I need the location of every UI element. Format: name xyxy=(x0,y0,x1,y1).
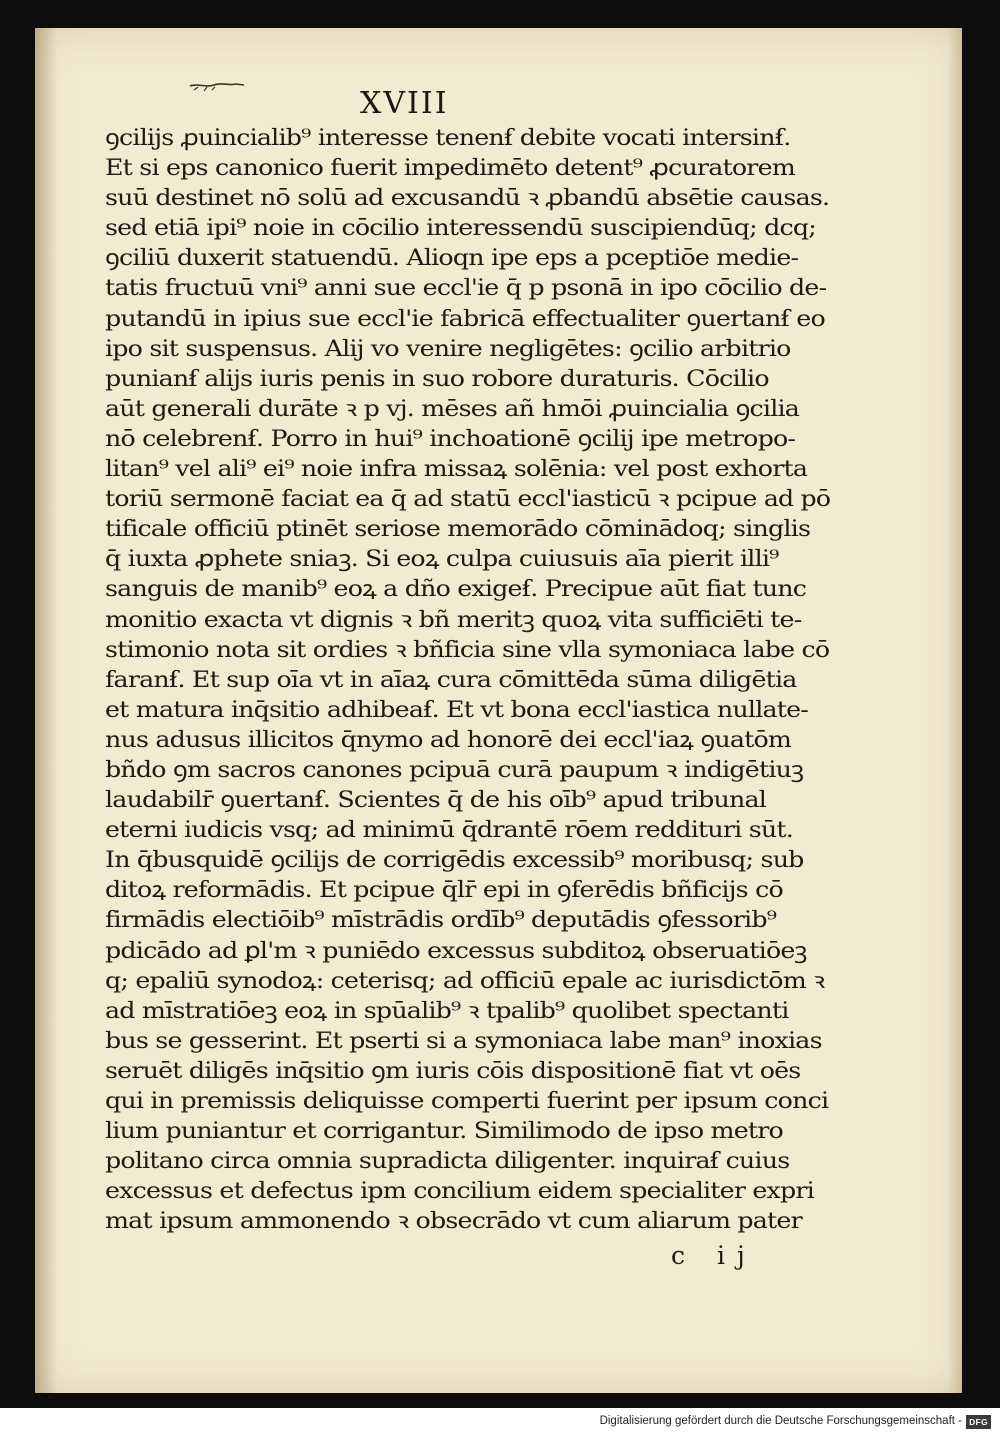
text-line: bus se gesserint. Et pserti si a symoniaca labe man⁹ inoxias xyxy=(105,1028,822,1054)
text-line: tificale officiū ptinēt seriose memorādo cōminādoq; singlis xyxy=(105,517,811,543)
text-line: ꝯciliū duxerit statuendū. Alioqn ipe eps a pceptiōe medie- xyxy=(105,246,799,272)
text-line: politano circa omnia supradicta diligenter. inquiraẜ cuius xyxy=(105,1149,790,1175)
text-line: aūt generali durāte ꝛ p vj. mēses añ hmōi ꝓuincialia ꝯcilia xyxy=(105,396,800,422)
text-line: q̄ iuxta ꝓphete sniaꝫ. Si eoꝝ culpa cuiusuis aīa pierit illi⁹ xyxy=(105,547,779,573)
digitization-credit: Digitalisierung gefördert durch die Deutsche Forschungsgemeinschaft - xyxy=(599,1415,962,1427)
text-line: eterni iudicis vsq; ad minimū q̄drantē rōem reddituri sūt. xyxy=(105,818,793,844)
text-line: ipo sit suspensus. Alij vo venire negligētes: ꝯcilio arbitrio xyxy=(105,336,791,362)
text-line: excessus et defectus ipm concilium eidem specialiter expri xyxy=(105,1179,814,1205)
marginal-pen-mark-icon xyxy=(188,80,246,94)
text-line: mat ipsum ammonendo ꝛ obsecrādo vt cum aliarum pater xyxy=(105,1209,802,1235)
text-line: tatis fructuū vni⁹ anni sue eccl'ie q̄ p psonā in ipo cōcilio de- xyxy=(105,276,827,302)
dfg-logo-icon: DFG xyxy=(966,1415,991,1429)
text-line: Et si eps canonico fuerit impedimēto detent⁹ ꝓcuratorem xyxy=(105,156,795,182)
text-line: ad mīstratiōeꝫ eoꝝ in spūalib⁹ ꝛ tpalib⁹ quolibet spectanti xyxy=(105,998,789,1024)
text-line: seruēt diligēs inq̄sitio ꝯm iuris cōis dispositionē fiat vt oēs xyxy=(105,1058,801,1084)
text-line: putandū in ipius sue eccl'ie fabricā effectualiter ꝯuertanẜ eo xyxy=(105,306,825,332)
text-line: nus adusus illicitos q̄nymo ad honorē dei eccl'iaꝝ ꝯuatōm xyxy=(105,727,792,753)
text-block xyxy=(105,124,830,1237)
folio-number: XVIII xyxy=(360,86,449,121)
text-line: ꝯcilijs ꝓuincialib⁹ interesse tenenẜ debite vocati intersinẜ. xyxy=(105,126,791,151)
text-line: ditoꝝ reformādis. Et pcipue q̄lr̄ epi in ꝯferēdis bñficijs cō xyxy=(105,878,783,904)
text-line: q; epaliū synodoꝝ: ceterisq; ad officiū epale ac iurisdictōm ꝛ xyxy=(105,968,825,994)
text-line: In q̄busquidē ꝯcilijs de corrigēdis excessib⁹ moribusq; sub xyxy=(105,848,804,874)
text-line: sanguis de manib⁹ eoꝝ a dño exigeẜ. Precipue aūt fiat tunc xyxy=(105,577,807,603)
book-page xyxy=(35,28,962,1393)
text-line: toriū sermonē faciat ea q̄ ad statū eccl'iasticū ꝛ pcipue ad pō xyxy=(105,487,831,513)
text-line: et matura inq̄sitio adhibeaẜ. Et vt bona eccl'iastica nullate- xyxy=(105,697,809,723)
footer-bar xyxy=(0,1408,1000,1437)
signature-mark: c ij xyxy=(671,1241,757,1270)
text-line: nō celebrenẜ. Porro in hui⁹ inchoationē ꝯcilij ipe metropo- xyxy=(105,426,796,452)
text-line: firmādis electiōib⁹ mīstrādis ordīb⁹ deputādis ꝯfessorib⁹ xyxy=(105,908,777,934)
text-line: qui in premissis deliquisse comperti fuerint per ipsum conci xyxy=(105,1089,829,1114)
text-line: suū destinet nō solū ad excusandū ꝛ ꝓbandū absētie causas. xyxy=(105,186,830,212)
text-line: punianẜ alijs iuris penis in suo robore duraturis. Cōcilio xyxy=(105,366,769,392)
text-line: litan⁹ vel ali⁹ ei⁹ noie infra missaꝝ solēnia: vel post exhorta xyxy=(105,457,808,483)
text-line: pdicādo ad ꝑl'm ꝛ puniēdo excessus subditoꝝ obseruatiōeꝫ xyxy=(105,938,807,964)
text-line: laudabilr̄ ꝯuertanẜ. Scientes q̄ de his oīb⁹ apud tribunal xyxy=(105,788,767,814)
text-line: monitio exacta vt dignis ꝛ bñ meritꝫ quoꝝ vita sufficiēti te- xyxy=(105,607,802,633)
text-line: lium puniantur et corrigantur. Similimodo de ipso metro xyxy=(105,1119,783,1145)
text-line: bñdo ꝯm sacros canones pcipuā curā paupum ꝛ indigētiuꝫ xyxy=(105,757,804,783)
text-line: stimonio nota sit ordies ꝛ bñficia sine vlla symoniaca labe cō xyxy=(105,637,830,663)
text-line: sed etiā ipi⁹ noie in cōcilio interessendū suscipiendūq; dcq; xyxy=(105,216,816,242)
text-line: faranẜ. Et sup oīa vt in aīaꝝ cura cōmittēda sūma diligētia xyxy=(105,667,797,693)
